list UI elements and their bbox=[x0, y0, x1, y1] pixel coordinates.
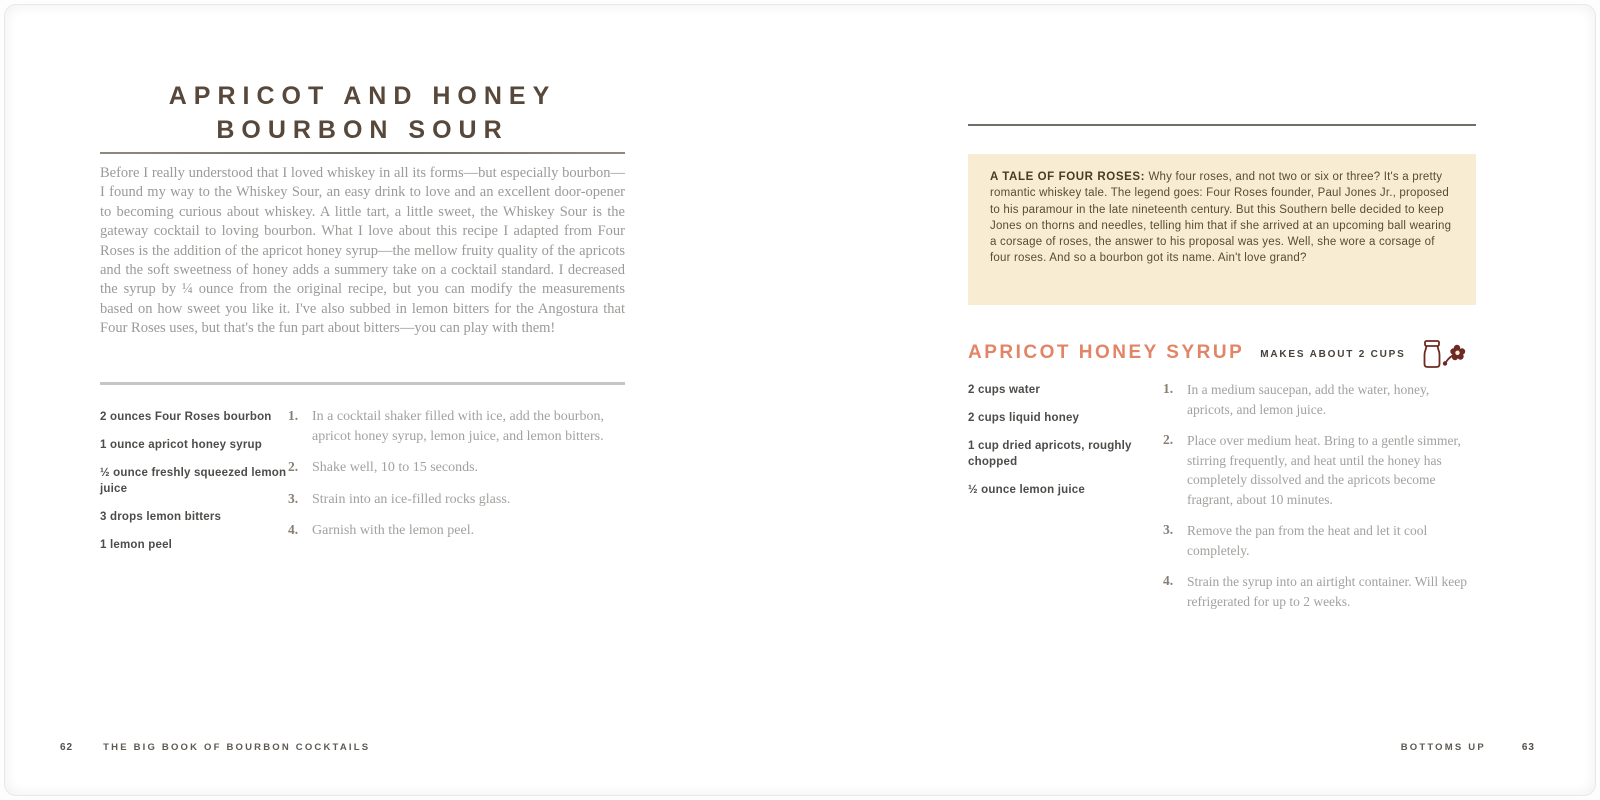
step-text: Remove the pan from the heat and let it cool completely. bbox=[1187, 523, 1428, 558]
instruction-step bbox=[1163, 521, 1478, 560]
ingredient-item: 1 cup dried apricots, roughly chopped bbox=[968, 440, 1132, 468]
instruction-step bbox=[1163, 380, 1478, 419]
step-text: Shake well, 10 to 15 seconds. bbox=[312, 460, 479, 475]
step-number: 3. bbox=[288, 490, 299, 506]
instruction-step bbox=[1163, 431, 1478, 509]
instruction-step bbox=[288, 407, 628, 446]
ingredients-list-cocktail bbox=[100, 409, 290, 565]
instruction-step bbox=[288, 458, 628, 478]
book-spread-page bbox=[4, 4, 1596, 796]
ingredient-item: 2 ounces Four Roses bourbon bbox=[100, 411, 272, 423]
section-divider-rule bbox=[100, 382, 625, 385]
step-text: Strain into an ice-filled rocks glass. bbox=[312, 491, 511, 507]
honey-jar-flower-icon bbox=[1422, 338, 1466, 370]
ingredient-item: 1 ounce apricot honey syrup bbox=[100, 439, 262, 451]
sub-recipe-yield: MAKES ABOUT 2 CUPS bbox=[1260, 349, 1406, 360]
ingredient-item: ½ ounce freshly squeezed lemon juice bbox=[100, 467, 287, 495]
ingredient-item: 1 lemon peel bbox=[100, 539, 173, 551]
footer-left bbox=[60, 742, 370, 753]
sidebar-story-text bbox=[990, 169, 1454, 267]
page-number-left: 62 bbox=[60, 742, 74, 753]
step-text: Garnish with the lemon peel. bbox=[312, 523, 475, 538]
sidebar-story-lead: A TALE OF FOUR ROSES: bbox=[990, 171, 1146, 183]
footer-right bbox=[1401, 742, 1535, 753]
sidebar-top-rule bbox=[968, 124, 1476, 126]
book-title-running-head: THE BIG BOOK OF BOURBON COCKTAILS bbox=[103, 742, 371, 753]
instruction-step bbox=[1163, 572, 1478, 611]
ingredient-item: 2 cups water bbox=[968, 384, 1041, 396]
instructions-list-cocktail bbox=[288, 407, 628, 553]
instruction-step bbox=[288, 490, 628, 510]
step-number: 2. bbox=[288, 459, 299, 474]
step-text: Place over medium heat. Bring to a gentle simmer, stirring frequently, and heat until the honey has completely dissolved and the apricots become fragrant, about 10 minutes. bbox=[1187, 433, 1461, 507]
page-number-right: 63 bbox=[1521, 742, 1535, 753]
step-text: In a cocktail shaker filled with ice, add the bourbon, apricot honey syrup, lemon juice, and lemon bitters. bbox=[312, 409, 604, 444]
step-number: 3. bbox=[1163, 522, 1174, 537]
step-number: 2. bbox=[1163, 432, 1174, 447]
step-text: Strain the syrup into an airtight container. Will keep refrigerated for up to 2 weeks. bbox=[1187, 574, 1468, 609]
step-number: 4. bbox=[1163, 573, 1174, 588]
ingredient-item: 2 cups liquid honey bbox=[968, 412, 1080, 424]
page-title-line2: BOURBON SOUR bbox=[216, 116, 509, 144]
step-number: 4. bbox=[288, 522, 299, 537]
ingredient-item: ½ ounce lemon juice bbox=[968, 484, 1085, 496]
sub-recipe-title: APRICOT HONEY SYRUP bbox=[968, 342, 1245, 363]
step-text: In a medium saucepan, add the water, honey, apricots, and lemon juice. bbox=[1187, 382, 1430, 417]
page-title-line1: APRICOT AND HONEY bbox=[168, 82, 557, 110]
page-title bbox=[100, 79, 625, 147]
sidebar-story-body: Why four roses, and not two or six or three? It's a pretty romantic whiskey tale. The legend goes: Four Roses founder, Paul Jones Jr., proposed to his paramour in the late nineteenth century. But this Southern belle decided to keep Jones on thorns and needles, telling him that if she arrived at an upcoming ball wearing a corsage of roses, the answer to his proposal was yes. Well, she wore a corsage of four roses. And so a bourbon got its name. Ain't love grand? bbox=[990, 171, 1452, 265]
sidebar-story-box bbox=[968, 154, 1476, 305]
title-divider-rule bbox=[100, 152, 625, 154]
ingredient-item: 3 drops lemon bitters bbox=[100, 511, 222, 523]
chapter-running-head: BOTTOMS UP bbox=[1400, 742, 1486, 753]
ingredients-list-syrup bbox=[968, 382, 1158, 510]
instructions-list-syrup bbox=[1163, 380, 1478, 623]
step-number: 1. bbox=[288, 408, 299, 423]
sub-recipe-header bbox=[968, 336, 1476, 370]
recipe-intro-paragraph: Before I really understood that I loved whiskey in all its forms—but especially bourbon—I found my way to the Whiskey Sour, an easy drink to love and an excellent door-opener to becoming curious about whiskey. A little tart, a little sweet, the Whiskey Sour is the gateway cocktail to loving bourbon. What I love about this recipe I adapted from Four Roses is the addition of the apricot honey syrup—the mellow fruity quality of the apricots and the soft sweetness of honey adds a summery take on a cocktail standard. I decreased the syrup by ¼ ounce from the original recipe, but you can modify the measurements based on how sweet you like it. I've also subbed in lemon bitters for the Angostura that Four Roses uses, but that's the fun part about bitters—you can play with them! bbox=[100, 165, 625, 337]
instruction-step bbox=[288, 521, 628, 541]
step-number: 1. bbox=[1163, 381, 1174, 396]
